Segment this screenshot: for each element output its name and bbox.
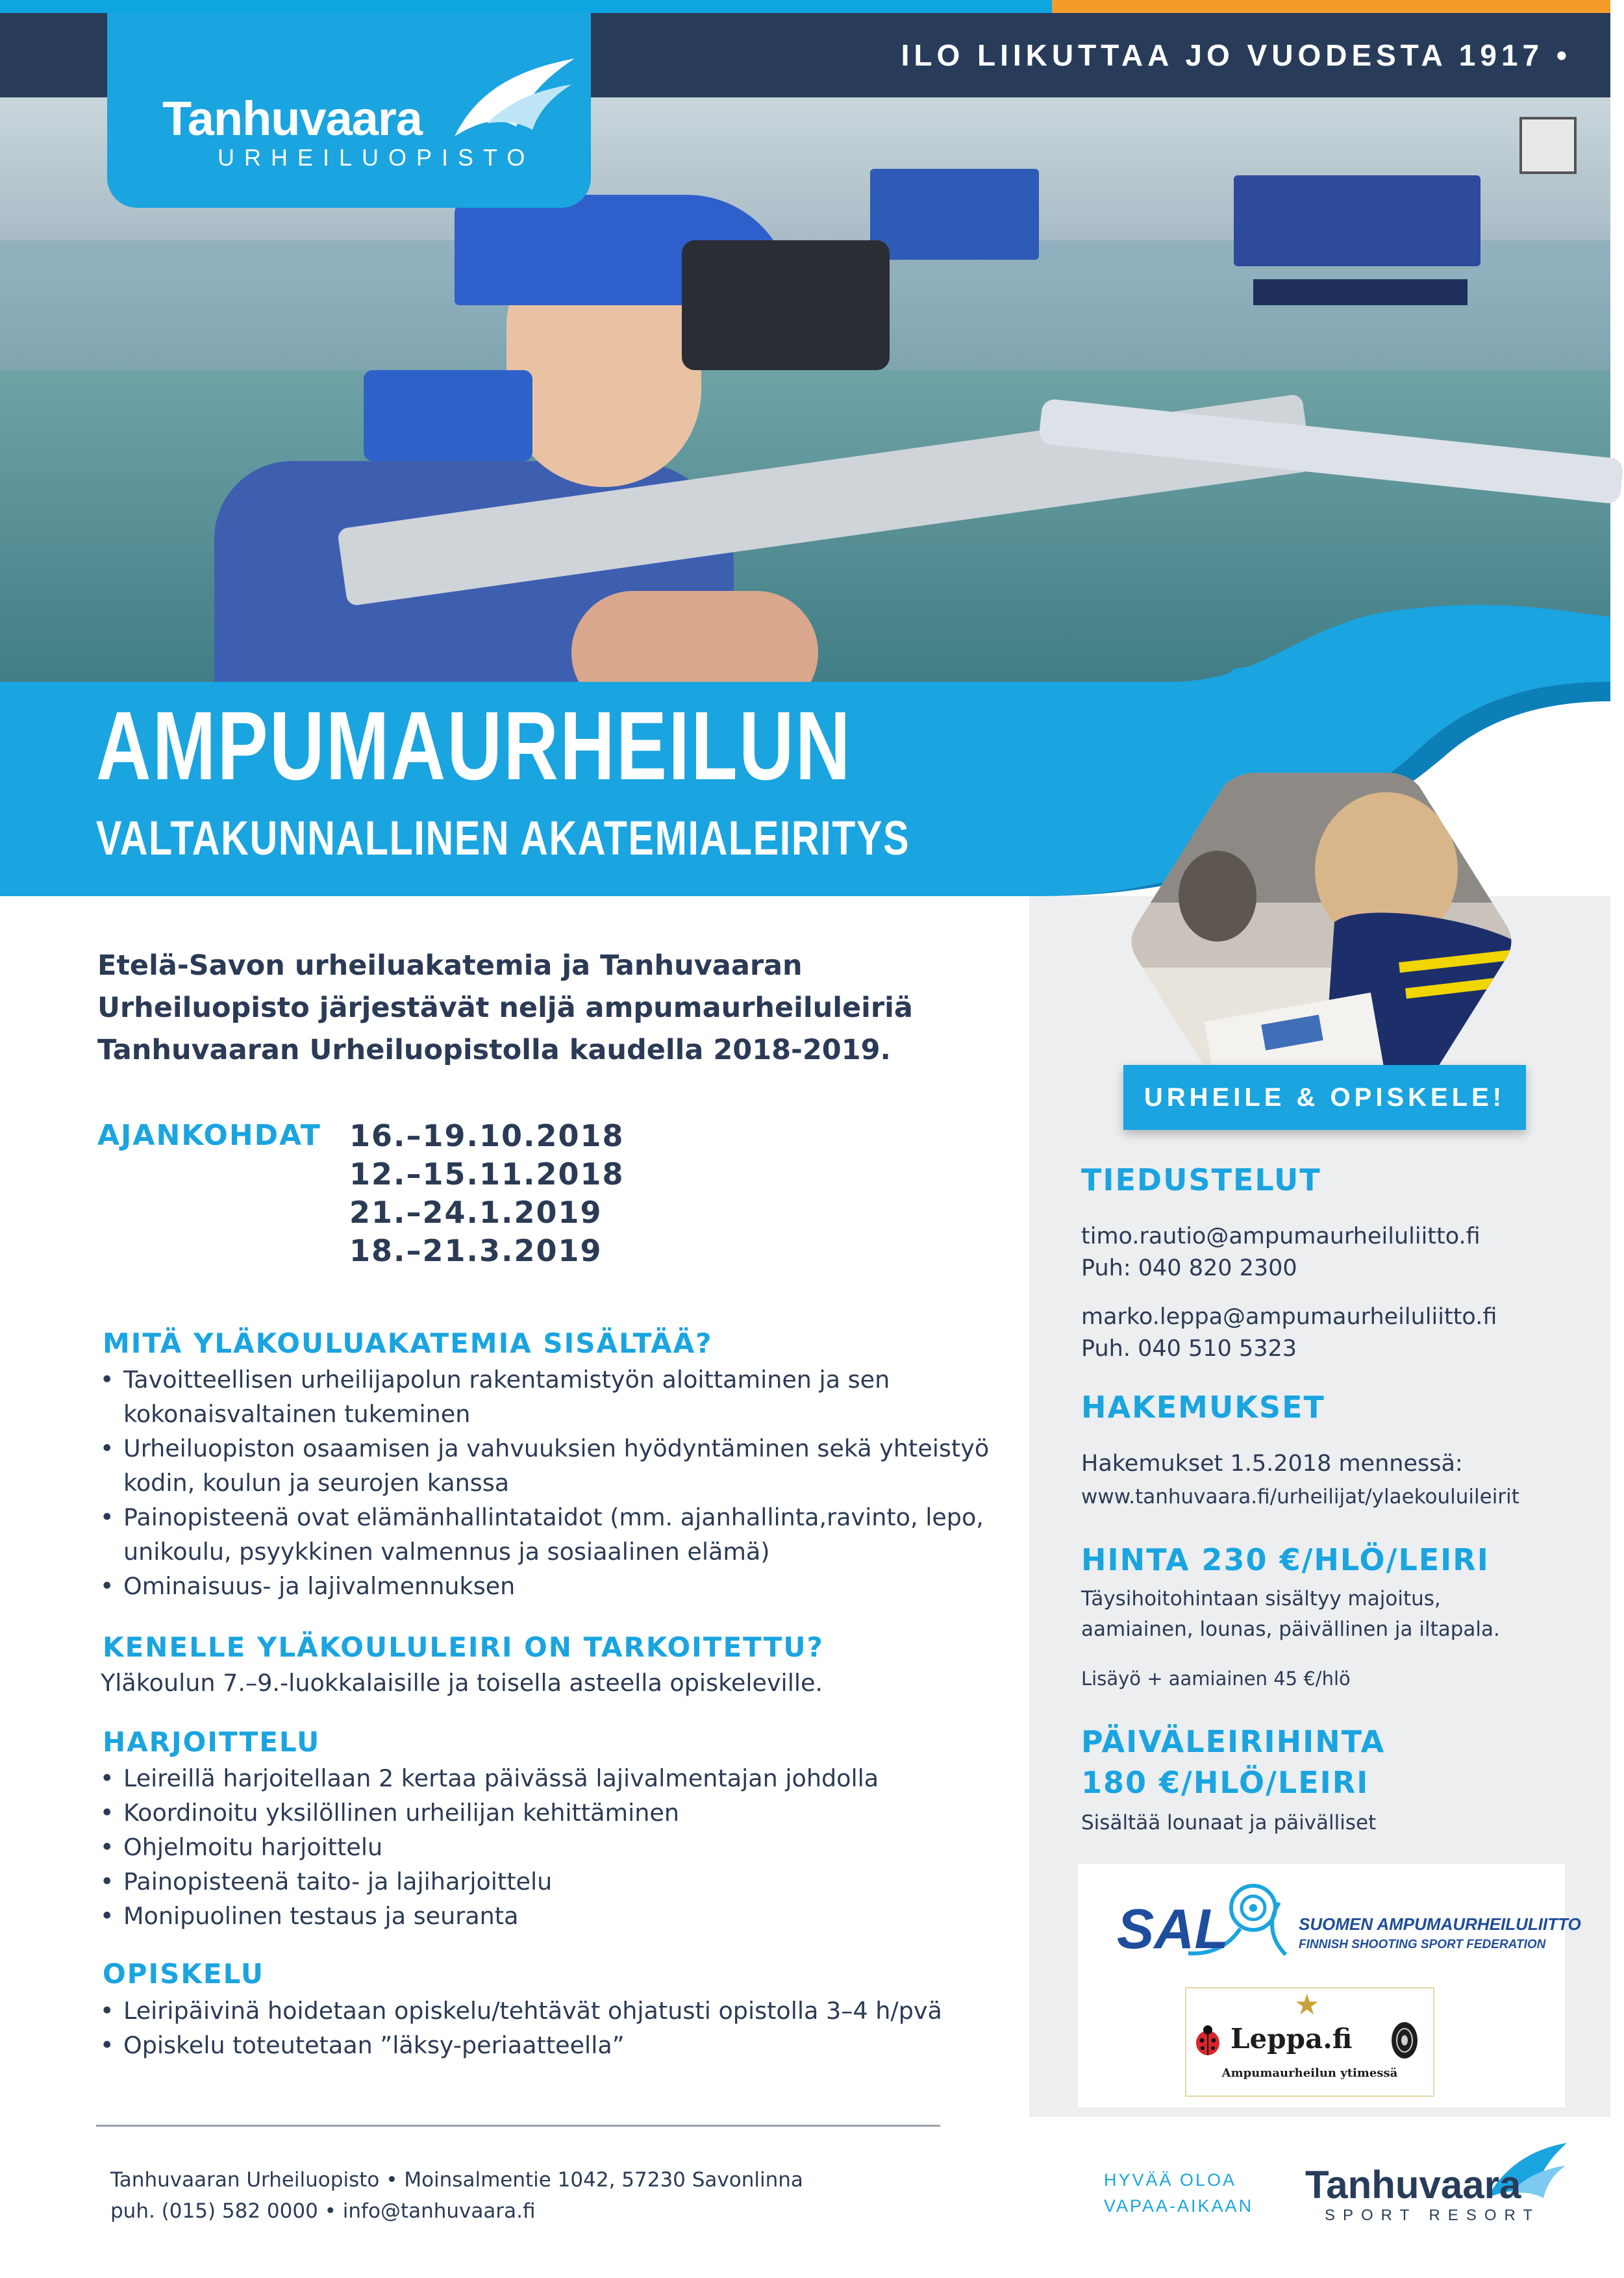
study-button[interactable]: URHEILE & OPISKELE! xyxy=(1143,1083,1506,1112)
list-item: • Ohjelmoitu harjoittelu xyxy=(97,1830,1000,1864)
list-item: • Monipuolinen testaus ja seuranta xyxy=(97,1899,1000,1933)
rifle-cheekpiece xyxy=(364,370,532,461)
logo-subtitle: URHEILUOPISTO xyxy=(218,144,535,171)
day-price-heading: PÄIVÄLEIRIHINTA xyxy=(1081,1724,1386,1759)
footer-slogan-line: HYVÄÄ OLOA xyxy=(1104,2170,1237,2190)
sal-name-fi: SUOMEN AMPUMAURHEILULIITTO xyxy=(1299,1914,1581,1934)
training-heading: HARJOITTELU xyxy=(103,1726,321,1758)
inquiries-heading: TIEDUSTELUT xyxy=(1081,1162,1321,1197)
table-tennis-table xyxy=(1253,279,1468,305)
gym-mat xyxy=(870,169,1039,260)
study-list xyxy=(97,1994,1019,2062)
target-group-heading: KENELLE YLÄKOULULEIRI ON TARKOITETTU? xyxy=(103,1631,824,1663)
list-item: • Ominaisuus- ja lajivalmennuksen xyxy=(97,1569,1000,1603)
price-extra-night: Lisäyö + aamiainen 45 €/hlö xyxy=(1081,1668,1351,1690)
logo-name: Tanhuvaara xyxy=(162,92,422,145)
star-icon: ★ xyxy=(1294,1988,1320,2021)
content-list xyxy=(97,1362,1000,1603)
price-line2: aamiainen, lounas, päivällinen ja iltapala. xyxy=(1081,1618,1500,1641)
list-item: • Opiskelu toteutetaan ”läksy-periaatteella” xyxy=(97,2028,1019,2062)
footer-logo-subtitle: SPORT RESORT xyxy=(1325,2207,1541,2224)
day-price-info: Sisältää lounaat ja päivälliset xyxy=(1081,1811,1377,1834)
date-item: 18.–21.3.2019 xyxy=(349,1233,603,1268)
footer-address xyxy=(110,2164,803,2227)
day-price-amount: 180 €/HLÖ/LEIRI xyxy=(1081,1765,1369,1800)
page-title: AMPUMAURHEILUN xyxy=(96,691,852,800)
date-item: 21.–24.1.2019 xyxy=(349,1195,603,1230)
target-group-text: Yläkoulun 7.–9.-luokkalaisille ja toisella asteella opiskeleville. xyxy=(101,1669,823,1697)
sal-logo xyxy=(1110,1877,1581,1961)
footer-slogan-line: VAPAA-AIKAAN xyxy=(1104,2196,1254,2216)
list-item: • Painopisteenä taito- ja lajiharjoittelu xyxy=(97,1864,1000,1899)
applications-link[interactable]: www.tanhuvaara.fi/urheilijat/ylaekouluileirit xyxy=(1081,1485,1519,1508)
list-item: • Leireillä harjoitellaan 2 kertaa päivässä lajivalmentajan johdolla xyxy=(97,1761,1000,1796)
contact2-email[interactable]: marko.leppa@ampumaurheiluliitto.fi xyxy=(1081,1304,1497,1330)
footer-contact-line: puh. (015) 582 0000 • info@tanhuvaara.fi xyxy=(110,2199,536,2223)
sal-name-en: FINNISH SHOOTING SPORT FEDERATION xyxy=(1299,1938,1546,1951)
footer-divider xyxy=(96,2125,940,2127)
study-heading: OPISKELU xyxy=(103,1958,264,1990)
study-photo xyxy=(1127,773,1516,1110)
sal-abbr: SAL xyxy=(1117,1898,1229,1960)
footer-address-line: Tanhuvaaran Urheiluopisto • Moinsalmentie 1042, 57230 Savonlinna xyxy=(110,2168,803,2192)
price-heading: HINTA 230 €/HLÖ/LEIRI xyxy=(1081,1542,1490,1577)
shooting-target xyxy=(1519,117,1577,174)
header-tagline: ILO LIIKUTTAA JO VUODESTA 1917 • xyxy=(901,38,1571,72)
flag-logo-icon xyxy=(448,45,578,143)
top-orange-strip xyxy=(1052,0,1610,13)
leppa-slogan: Ampumaurheilun ytimessä xyxy=(1221,2066,1398,2080)
content-heading: MITÄ YLÄKOULUAKATEMIA SISÄLTÄÄ? xyxy=(103,1327,713,1359)
list-item: • Leiripäivinä hoidetaan opiskelu/tehtävät ohjatusti opistolla 3–4 h/pvä xyxy=(97,1994,1019,2028)
footer-slogan xyxy=(1104,2167,1253,2219)
rifle-sight xyxy=(682,240,890,370)
leppa-name: Leppa.fi xyxy=(1230,2023,1353,2055)
date-item: 12.–15.11.2018 xyxy=(349,1157,625,1192)
contact1-phone: Puh: 040 820 2300 xyxy=(1081,1255,1297,1281)
applications-deadline: Hakemukset 1.5.2018 mennessä: xyxy=(1081,1451,1463,1477)
list-item: • Tavoitteellisen urheilijapolun rakentamistyön aloittaminen ja sen kokonaisvaltainen tukeminen xyxy=(97,1362,1000,1431)
footer-logo-name: Tanhuvaara xyxy=(1305,2163,1521,2207)
target-icon xyxy=(1390,2021,1419,2060)
price-line1: Täysihoitohintaan sisältyy majoitus, xyxy=(1081,1587,1441,1610)
page-subtitle: VALTAKUNNALLINEN AKATEMIALEIRITYS xyxy=(96,811,910,865)
date-item: 16.–19.10.2018 xyxy=(349,1118,625,1153)
applications-heading: HAKEMUKSET xyxy=(1081,1390,1325,1425)
contact2-phone: Puh. 040 510 5323 xyxy=(1081,1336,1297,1362)
training-list xyxy=(97,1761,1000,1933)
list-item: • Koordinoitu yksilöllinen urheilijan kehittäminen xyxy=(97,1796,1000,1830)
list-item: • Painopisteenä ovat elämänhallintataidot (mm. ajanhallinta,ravinto, lepo, unikoulu, psyykkinen valmennus ja sosiaalinen elämä) xyxy=(97,1500,1000,1569)
ladybug-icon xyxy=(1195,2025,1221,2056)
intro-text: Etelä-Savon urheiluakatemia ja Tanhuvaaran Urheiluopisto järjestävät neljä ampumaurheiluleiriä Tanhuvaaran Urheiluopistolla kaudella 2018-2019. xyxy=(97,949,913,1066)
list-item: • Urheiluopiston osaamisen ja vahvuuksien hyödyntäminen sekä yhteistyö kodin, koulun ja seurojen kanssa xyxy=(97,1431,1000,1500)
gym-mat xyxy=(1234,175,1480,266)
contact1-email[interactable]: timo.rautio@ampumaurheiluliitto.fi xyxy=(1081,1223,1480,1249)
dates-label: AJANKOHDAT xyxy=(97,1119,321,1152)
